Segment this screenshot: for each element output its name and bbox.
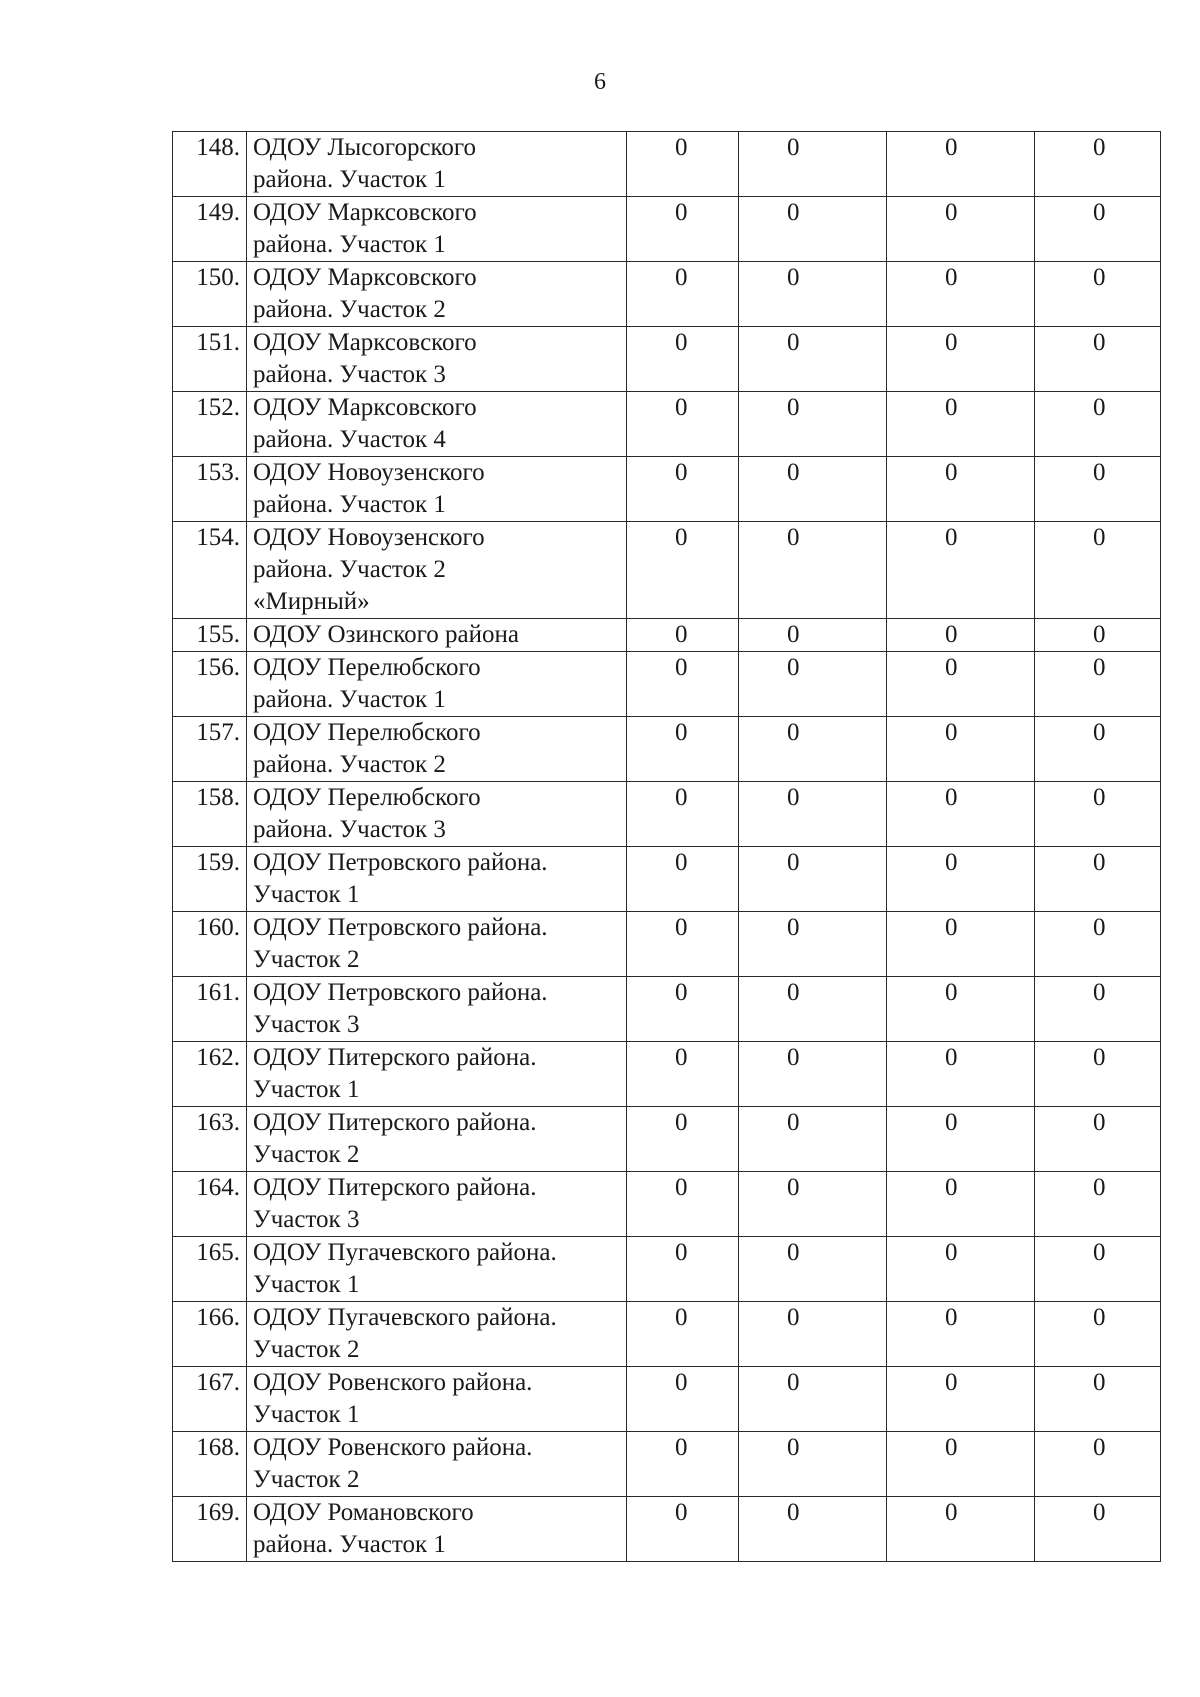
row-value-2: 0 (739, 912, 887, 977)
page-number: 6 (594, 69, 606, 95)
row-name (247, 1367, 627, 1432)
row-number: 153. (173, 457, 247, 522)
row-name-line: Участок 3 (253, 1206, 360, 1233)
row-value-4: 0 (1035, 1107, 1161, 1172)
row-value-3: 0 (887, 1367, 1035, 1432)
table-row (173, 1042, 1161, 1107)
row-value-4: 0 (1035, 1237, 1161, 1302)
table-row (173, 912, 1161, 977)
table-row (173, 977, 1161, 1042)
row-value-3: 0 (887, 1302, 1035, 1367)
row-value-3: 0 (887, 847, 1035, 912)
row-name-line: ОДОУ Питерского района. (253, 1044, 537, 1071)
row-name-line: Участок 2 (253, 946, 360, 973)
row-value-3: 0 (887, 522, 1035, 619)
row-value-4: 0 (1035, 262, 1161, 327)
row-name (247, 132, 627, 197)
row-value-4: 0 (1035, 652, 1161, 717)
row-name-line: ОДОУ Ровенского района. (253, 1369, 533, 1396)
row-name-line: ОДОУ Петровского района. (253, 849, 548, 876)
row-name-line: ОДОУ Питерского района. (253, 1174, 537, 1201)
row-value-2: 0 (739, 392, 887, 457)
row-name (247, 457, 627, 522)
row-value-2: 0 (739, 652, 887, 717)
table-row (173, 652, 1161, 717)
row-value-3: 0 (887, 1042, 1035, 1107)
row-number: 160. (173, 912, 247, 977)
table-row (173, 522, 1161, 619)
row-value-2: 0 (739, 262, 887, 327)
table-row (173, 262, 1161, 327)
row-name-line: ОДОУ Петровского района. (253, 914, 548, 941)
table-body (173, 132, 1161, 1562)
row-name-line: ОДОУ Петровского района. (253, 979, 548, 1006)
row-value-2: 0 (739, 1367, 887, 1432)
row-value-3: 0 (887, 262, 1035, 327)
row-name-line: Участок 2 (253, 1336, 360, 1363)
row-value-2: 0 (739, 1432, 887, 1497)
row-name-line: Участок 1 (253, 881, 360, 908)
row-name-line: района. Участок 3 (253, 816, 446, 843)
row-value-4: 0 (1035, 132, 1161, 197)
row-name (247, 619, 627, 652)
row-value-4: 0 (1035, 457, 1161, 522)
row-value-4: 0 (1035, 392, 1161, 457)
row-value-2: 0 (739, 522, 887, 619)
row-value-4: 0 (1035, 1367, 1161, 1432)
row-name (247, 327, 627, 392)
row-number: 166. (173, 1302, 247, 1367)
row-value-4: 0 (1035, 1172, 1161, 1237)
row-value-4: 0 (1035, 197, 1161, 262)
row-name (247, 717, 627, 782)
row-value-1: 0 (627, 327, 739, 392)
row-name-line: ОДОУ Новоузенского (253, 459, 485, 486)
row-value-1: 0 (627, 1432, 739, 1497)
row-name (247, 1237, 627, 1302)
row-name-line: ОДОУ Питерского района. (253, 1109, 537, 1136)
row-name (247, 522, 627, 619)
table-row (173, 1172, 1161, 1237)
row-number: 148. (173, 132, 247, 197)
row-number: 155. (173, 619, 247, 652)
row-value-1: 0 (627, 652, 739, 717)
row-name-line: района. Участок 4 (253, 426, 446, 453)
row-name-line: ОДОУ Ровенского района. (253, 1434, 533, 1461)
row-number: 157. (173, 717, 247, 782)
row-name-line: «Мирный» (253, 588, 370, 615)
row-number: 164. (173, 1172, 247, 1237)
table-row (173, 1237, 1161, 1302)
row-value-4: 0 (1035, 522, 1161, 619)
row-name-line: Участок 2 (253, 1141, 360, 1168)
row-value-1: 0 (627, 392, 739, 457)
table-row (173, 1497, 1161, 1562)
row-value-3: 0 (887, 1107, 1035, 1172)
row-value-2: 0 (739, 1497, 887, 1562)
row-number: 156. (173, 652, 247, 717)
row-name-line: района. Участок 1 (253, 491, 446, 518)
row-number: 169. (173, 1497, 247, 1562)
row-value-1: 0 (627, 1367, 739, 1432)
row-name-line: района. Участок 1 (253, 1531, 446, 1558)
table-row (173, 392, 1161, 457)
row-value-2: 0 (739, 327, 887, 392)
row-value-3: 0 (887, 457, 1035, 522)
row-value-2: 0 (739, 619, 887, 652)
row-number: 151. (173, 327, 247, 392)
row-name (247, 392, 627, 457)
row-value-3: 0 (887, 197, 1035, 262)
row-value-4: 0 (1035, 847, 1161, 912)
row-name (247, 652, 627, 717)
row-value-2: 0 (739, 197, 887, 262)
row-value-1: 0 (627, 1497, 739, 1562)
row-name (247, 912, 627, 977)
table-row (173, 327, 1161, 392)
table-row (173, 782, 1161, 847)
row-number: 158. (173, 782, 247, 847)
row-value-1: 0 (627, 457, 739, 522)
row-value-3: 0 (887, 392, 1035, 457)
row-name-line: района. Участок 2 (253, 296, 446, 323)
table-row (173, 457, 1161, 522)
row-name (247, 1302, 627, 1367)
row-name-line: района. Участок 1 (253, 166, 446, 193)
row-name (247, 1107, 627, 1172)
row-value-3: 0 (887, 1432, 1035, 1497)
row-value-1: 0 (627, 717, 739, 782)
row-name (247, 262, 627, 327)
table-row (173, 847, 1161, 912)
row-name-line: района. Участок 1 (253, 686, 446, 713)
row-value-1: 0 (627, 847, 739, 912)
row-name (247, 977, 627, 1042)
row-value-4: 0 (1035, 1432, 1161, 1497)
row-value-2: 0 (739, 132, 887, 197)
row-value-1: 0 (627, 262, 739, 327)
row-name-line: района. Участок 1 (253, 231, 446, 258)
row-name-line: Участок 1 (253, 1401, 360, 1428)
row-name (247, 1172, 627, 1237)
row-name-line: ОДОУ Озинского района (253, 621, 519, 648)
row-name-line: ОДОУ Лысогорского (253, 134, 477, 161)
row-value-1: 0 (627, 619, 739, 652)
row-name-line: ОДОУ Перелюбского (253, 784, 481, 811)
row-name-line: Участок 1 (253, 1076, 360, 1103)
row-value-2: 0 (739, 977, 887, 1042)
row-name (247, 782, 627, 847)
row-value-2: 0 (739, 717, 887, 782)
table-row (173, 197, 1161, 262)
row-name (247, 847, 627, 912)
row-value-2: 0 (739, 1302, 887, 1367)
row-value-3: 0 (887, 132, 1035, 197)
row-value-3: 0 (887, 1237, 1035, 1302)
row-number: 163. (173, 1107, 247, 1172)
row-value-4: 0 (1035, 327, 1161, 392)
row-number: 150. (173, 262, 247, 327)
row-value-1: 0 (627, 1237, 739, 1302)
row-number: 168. (173, 1432, 247, 1497)
row-value-2: 0 (739, 1237, 887, 1302)
row-value-3: 0 (887, 327, 1035, 392)
table-row (173, 717, 1161, 782)
data-table (172, 131, 1161, 1562)
row-value-1: 0 (627, 977, 739, 1042)
row-value-4: 0 (1035, 782, 1161, 847)
row-value-3: 0 (887, 1497, 1035, 1562)
row-value-3: 0 (887, 912, 1035, 977)
row-value-3: 0 (887, 652, 1035, 717)
table-row (173, 1432, 1161, 1497)
row-value-2: 0 (739, 1172, 887, 1237)
row-name-line: ОДОУ Марксовского (253, 264, 477, 291)
table-row (173, 1367, 1161, 1432)
row-value-4: 0 (1035, 912, 1161, 977)
table-row (173, 132, 1161, 197)
row-value-1: 0 (627, 912, 739, 977)
row-name-line: района. Участок 2 (253, 751, 446, 778)
row-value-4: 0 (1035, 717, 1161, 782)
row-value-2: 0 (739, 1107, 887, 1172)
row-value-2: 0 (739, 1042, 887, 1107)
row-value-3: 0 (887, 717, 1035, 782)
row-value-4: 0 (1035, 1042, 1161, 1107)
row-value-3: 0 (887, 977, 1035, 1042)
row-name-line: ОДОУ Марксовского (253, 329, 477, 356)
table-row (173, 1107, 1161, 1172)
row-value-3: 0 (887, 782, 1035, 847)
row-name-line: Участок 2 (253, 1466, 360, 1493)
row-number: 154. (173, 522, 247, 619)
row-value-1: 0 (627, 1042, 739, 1107)
row-value-2: 0 (739, 457, 887, 522)
row-value-1: 0 (627, 1302, 739, 1367)
row-value-4: 0 (1035, 1497, 1161, 1562)
table-row (173, 1302, 1161, 1367)
row-number: 159. (173, 847, 247, 912)
row-number: 149. (173, 197, 247, 262)
row-value-3: 0 (887, 619, 1035, 652)
row-value-3: 0 (887, 1172, 1035, 1237)
row-name-line: района. Участок 3 (253, 361, 446, 388)
row-number: 161. (173, 977, 247, 1042)
row-name-line: ОДОУ Романовского (253, 1499, 474, 1526)
row-value-2: 0 (739, 847, 887, 912)
row-number: 165. (173, 1237, 247, 1302)
row-name-line: ОДОУ Перелюбского (253, 654, 481, 681)
row-number: 167. (173, 1367, 247, 1432)
row-name-line: ОДОУ Пугачевского района. (253, 1304, 557, 1331)
row-name-line: ОДОУ Марксовского (253, 199, 477, 226)
row-value-4: 0 (1035, 619, 1161, 652)
row-number: 152. (173, 392, 247, 457)
row-name (247, 1042, 627, 1107)
row-value-2: 0 (739, 782, 887, 847)
row-name-line: ОДОУ Марксовского (253, 394, 477, 421)
row-number: 162. (173, 1042, 247, 1107)
row-value-1: 0 (627, 197, 739, 262)
row-value-1: 0 (627, 132, 739, 197)
row-name (247, 197, 627, 262)
row-value-1: 0 (627, 522, 739, 619)
row-name-line: Участок 1 (253, 1271, 360, 1298)
row-value-4: 0 (1035, 977, 1161, 1042)
row-name (247, 1497, 627, 1562)
row-value-1: 0 (627, 1107, 739, 1172)
row-value-1: 0 (627, 1172, 739, 1237)
table-row (173, 619, 1161, 652)
row-value-1: 0 (627, 782, 739, 847)
row-name (247, 1432, 627, 1497)
row-name-line: ОДОУ Перелюбского (253, 719, 481, 746)
row-value-4: 0 (1035, 1302, 1161, 1367)
row-name-line: района. Участок 2 (253, 556, 446, 583)
row-name-line: ОДОУ Пугачевского района. (253, 1239, 557, 1266)
row-name-line: Участок 3 (253, 1011, 360, 1038)
row-name-line: ОДОУ Новоузенского (253, 524, 485, 551)
